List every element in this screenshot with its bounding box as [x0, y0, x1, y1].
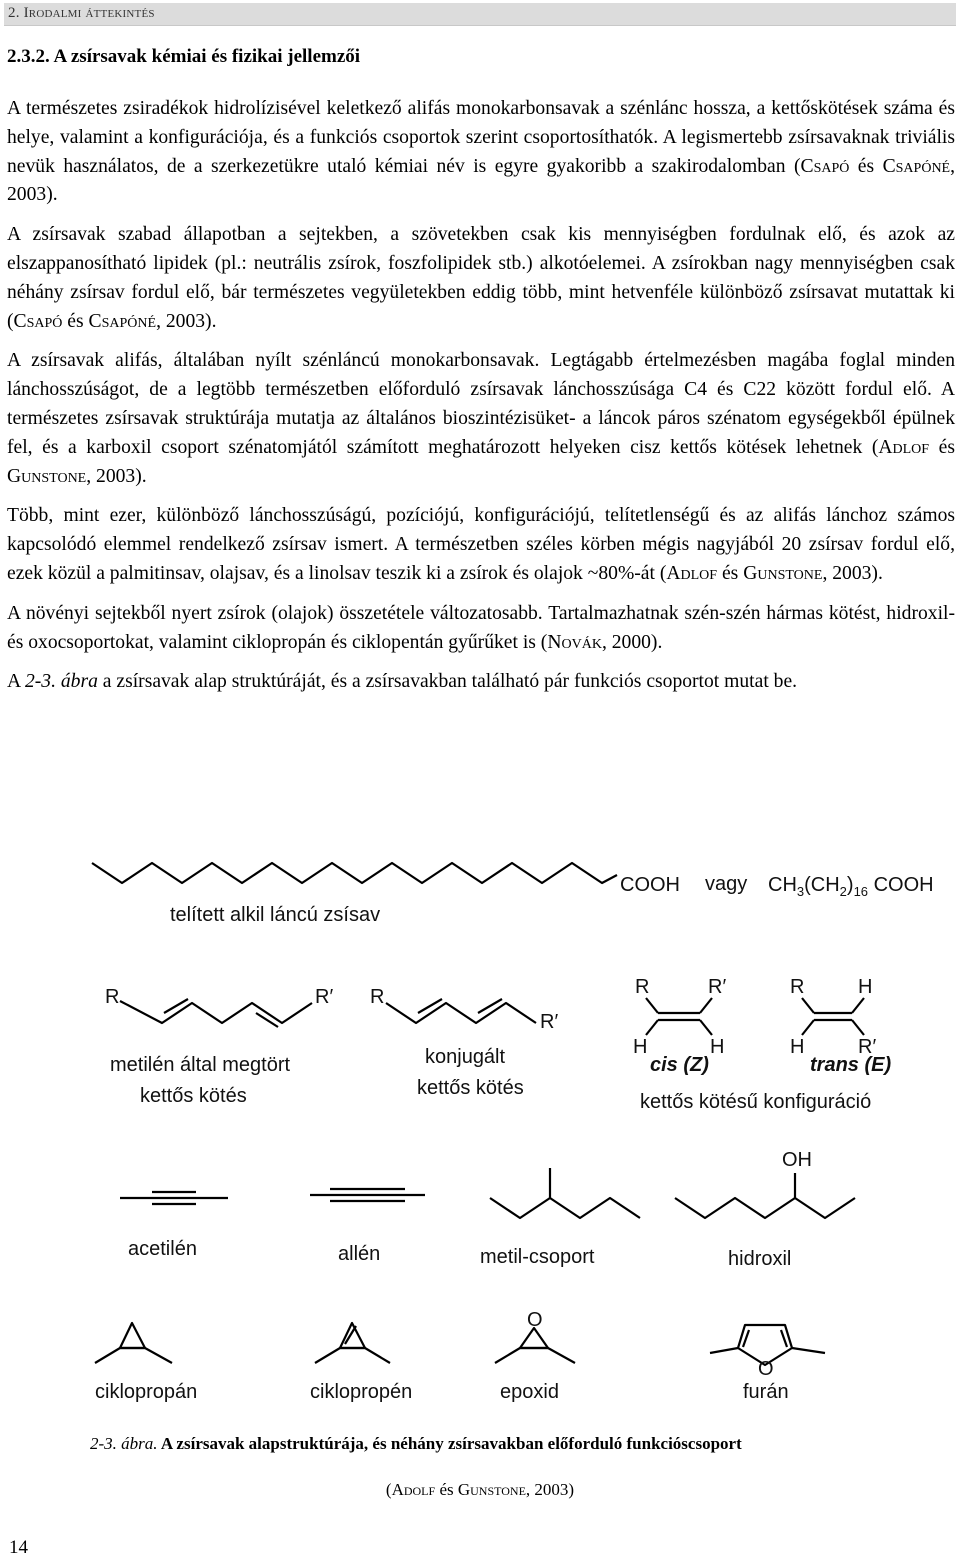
conjugated-structure: [370, 986, 558, 1033]
trans-structure: [790, 976, 876, 1058]
paragraph-text: és: [62, 310, 89, 332]
paragraph-text: , 2003).: [822, 562, 883, 584]
cis-label: cis (Z): [650, 1054, 709, 1076]
paragraph-text: A természetes zsiradékok hidrolízisével keletkező alifás monokarbonsavak a szénlánc hossza, a kettőskötések száma és helye, valamint a konfigurációja, és a funkciós csoportok szerint csoportosíthatók. A legismertebb zsírsavaknak triviális nevük használatos, de a szerkezetükre utaló kémiai név is egyre gyakoribb a szakirodalomban (: [7, 98, 955, 177]
citation-author: Csapóné: [88, 310, 157, 332]
citation-author: Csapó: [13, 310, 63, 332]
citation-author: Csapóné: [882, 155, 951, 177]
h-label: H: [633, 1036, 648, 1058]
paragraph-text: A zsírsavak alifás, általában nyílt szénláncú monokarbonsavak. Legtágabb értelmezésben magába foglal minden lánchosszúságot, de a legtöbb természetben előforduló zsírsavak lánchosszúsága C4 és C22 között fordul elő. A természetes zsírsavak struktúrája mutatja az általános bioszintézisüket- a láncok páros szénatom egységekből épülnek fel, és a karboxil csoport szénatomjától számított meghatározott helyeken cisz kettős kötések lehetnek (: [7, 350, 955, 458]
paragraph-text: , 2003).: [86, 465, 147, 487]
h-label: H: [790, 1036, 805, 1058]
cooh-label: COOH: [620, 874, 680, 896]
cyclopropene-label: ciklopropén: [310, 1381, 413, 1403]
citation-text: és: [435, 1480, 458, 1499]
figure-reference: 2-3. ábra: [24, 671, 98, 693]
fatty-acid-structures-diagram: [80, 823, 934, 1428]
citation-author: Adlof: [878, 436, 930, 458]
h-label: H: [710, 1036, 725, 1058]
running-header: [4, 3, 956, 26]
paragraph-3: [7, 347, 955, 491]
cyclopropene-structure: [315, 1323, 390, 1363]
o-label: O: [527, 1309, 543, 1331]
figure-2-3: [80, 823, 934, 1428]
citation-author: Gunstone: [743, 562, 823, 584]
acetylene-label: acetilén: [128, 1238, 197, 1260]
r-prime-label: R′: [540, 1011, 559, 1033]
allene-label: allén: [338, 1243, 381, 1265]
vagy-label: vagy: [705, 873, 748, 895]
r-prime-label: R′: [315, 986, 334, 1008]
methylene-label-line2: kettős kötés: [140, 1085, 247, 1107]
condensed-formula: $CH_3(CH_2)_{16}$ COOH: [768, 874, 934, 899]
furan-label: furán: [743, 1381, 789, 1403]
methyl-branch-structure: [490, 1168, 640, 1218]
citation-author: Adlof: [666, 562, 718, 584]
paragraph-text: Több, mint ezer, különböző lánchosszúságú, pozíciójú, konfigurációjú, telítetlenségű és az alifás lánchoz számos kapcsolódó elemmel rendelkező zsírsav ismert. A természetben széles körben mégis nagyjából 20 zsírsav fordul elő, ezek közül a palmitinsav, olajsav, és a linolsav teszik ki a zsírok és olajok ~80%-át (: [7, 505, 955, 584]
methylene-interrupted-structure: [105, 986, 333, 1027]
o-label: O: [758, 1358, 774, 1380]
paragraph-text: A zsírsavak szabad állapotban a sejtekben, a szövetekben csak kis mennyiségben fordulnak elő, és azok az elszappanosítható lipidek (pl.: neutrális zsírok, foszfolipidek stb.) alkotóelemei. A zsírokban nagy mennyiségben csak néhány zsírsav fordul elő, bár természetes vegyületekben eddig több, mint hetvenféle különböző zsírsavat mutattak ki (: [7, 224, 955, 332]
paragraph-1: [7, 95, 955, 210]
r-group-label: R: [635, 976, 650, 998]
citation-text: (: [385, 1480, 392, 1499]
hydroxyl-label: hidroxil: [728, 1248, 792, 1270]
paragraph-text: és: [929, 436, 955, 458]
r-prime-label: R′: [858, 1036, 877, 1058]
saturated-label: telített alkil láncú zsísav: [170, 904, 381, 926]
caption-number: 2-3. ábra.: [90, 1434, 158, 1453]
paragraph-2: [7, 221, 955, 336]
r-group-label: R: [790, 976, 805, 998]
r-prime-label: R′: [708, 976, 727, 998]
epoxide-label: epoxid: [500, 1381, 559, 1403]
citation-author: Novák: [547, 631, 602, 653]
furan-structure: [710, 1325, 825, 1380]
paragraph-4: [7, 502, 955, 588]
citation-author: Adolf: [391, 1480, 436, 1499]
hydroxyl-structure: [675, 1149, 855, 1218]
citation-author: Gunstone: [7, 465, 87, 487]
figure-citation: [0, 1480, 960, 1500]
paragraph-text: , 2003).: [156, 310, 217, 332]
conjugated-label-line2: kettős kötés: [417, 1077, 524, 1099]
running-header-label: 2. Irodalmi áttekintés: [8, 5, 155, 21]
r-group-label: R: [105, 986, 120, 1008]
cis-structure: [633, 976, 726, 1058]
page-number: 14: [9, 1537, 28, 1558]
figure-caption: [90, 1434, 890, 1454]
paragraph-6: [7, 668, 955, 697]
paragraph-text: és: [717, 562, 744, 584]
allene-structure: [310, 1189, 425, 1201]
paragraph-5: [7, 600, 955, 658]
h-label: H: [858, 976, 873, 998]
caption-text: A zsírsavak alapstruktúrája, és néhány zsírsavakban előforduló funkcióscsoport: [157, 1434, 742, 1453]
section-title: 2.3.2. A zsírsavak kémiai és fizikai jellemzői: [7, 46, 361, 67]
cyclopropane-label: ciklopropán: [95, 1381, 198, 1403]
r-group-label: R: [370, 986, 385, 1008]
config-label: kettős kötésű konfiguráció: [640, 1091, 872, 1113]
acetylene-structure: [120, 1192, 228, 1204]
citation-author: Csapó: [800, 155, 850, 177]
paragraph-text: A növényi sejtekből nyert zsírok (olajok) összetétele változatosabb. Tartalmazhatnak szén-szén hármas kötést, hidroxil- és oxocsoportokat, valamint ciklopropán és ciklopentán gyűrűket is (: [7, 602, 955, 653]
citation-text: , 2003): [525, 1480, 575, 1499]
methylene-label-line1: metilén által megtört: [110, 1054, 291, 1076]
paragraph-text: és: [849, 155, 883, 177]
paragraph-text: , 2003).: [7, 155, 956, 206]
paragraph-text: a zsírsavak alap struktúráját, és a zsírsavakban található pár funkciós csoportot mutat be.: [97, 671, 798, 693]
paragraph-text: A: [7, 671, 25, 693]
epoxide-structure: [495, 1309, 575, 1363]
citation-author: Gunstone: [457, 1480, 526, 1499]
methyl-label: metil-csoport: [480, 1246, 595, 1268]
body-text: [7, 95, 955, 708]
paragraph-text: , 2000).: [601, 631, 663, 653]
oh-label: OH: [782, 1149, 812, 1171]
conjugated-label-line1: konjugált: [425, 1046, 506, 1068]
cyclopropane-structure: [95, 1323, 172, 1363]
saturated-alkyl-chain: [92, 863, 617, 883]
trans-label: trans (E): [810, 1054, 892, 1076]
